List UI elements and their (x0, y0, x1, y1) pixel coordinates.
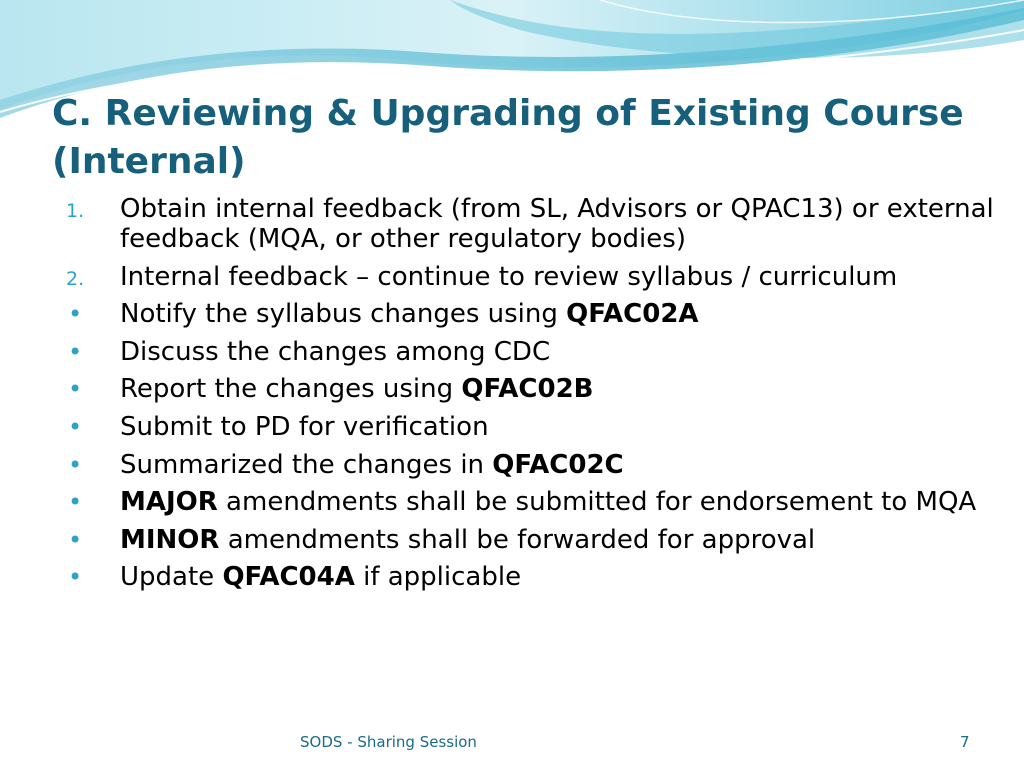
form-code: QFAC02A (566, 299, 699, 330)
list-item-text: Obtain internal feedback (from SL, Advisors or QPAC13) or external feedback (MQA, or other regulatory bodies) (120, 194, 994, 254)
emphasis-label: MAJOR (120, 487, 218, 518)
list-item (60, 337, 1000, 367)
list-item (60, 299, 1000, 329)
list-item-text: Notify the syllabus changes using (120, 299, 567, 330)
list-number: 2. (66, 267, 85, 290)
page-number: 7 (960, 733, 970, 751)
list-item-text: Update (120, 562, 223, 593)
bullet-icon: • (68, 450, 83, 479)
list-item (60, 450, 1000, 480)
footer-text: SODS - Sharing Session (300, 733, 477, 751)
bullet-icon: • (68, 488, 83, 517)
bullet-icon: • (68, 337, 83, 366)
list-item (60, 562, 1000, 592)
list-item-text: Internal feedback – continue to review syllabus / curriculum (120, 261, 898, 292)
list-item (60, 194, 1000, 254)
list-item-text: Submit to PD for verification (120, 411, 489, 442)
list-item-text: amendments shall be submitted for endorsement to MQA (217, 487, 977, 518)
list-item-text: Summarized the changes in (120, 449, 493, 480)
list-item-text: Report the changes using (120, 374, 462, 405)
slide-bullet-list (60, 194, 1000, 600)
bullet-icon: • (68, 525, 83, 554)
form-code: QFAC04A (222, 562, 355, 593)
slide-title: C. Reviewing & Upgrading of Existing Course (Internal) (52, 93, 964, 182)
list-item (60, 525, 1000, 555)
list-item (60, 487, 1000, 517)
form-code: QFAC02B (461, 374, 594, 405)
list-item (60, 262, 1000, 292)
list-item (60, 412, 1000, 442)
list-number: 1. (66, 200, 85, 222)
form-code: QFAC02C (492, 449, 624, 480)
emphasis-label: MINOR (120, 524, 220, 555)
bullet-icon: • (68, 300, 83, 329)
list-item-text: Discuss the changes among CDC (120, 336, 551, 367)
bullet-icon: • (68, 563, 83, 592)
bullet-icon: • (68, 375, 83, 404)
list-item-text: amendments shall be forwarded for approval (219, 524, 816, 555)
list-item (60, 374, 1000, 404)
bullet-icon: • (68, 412, 83, 441)
list-item-text: if applicable (354, 562, 522, 593)
